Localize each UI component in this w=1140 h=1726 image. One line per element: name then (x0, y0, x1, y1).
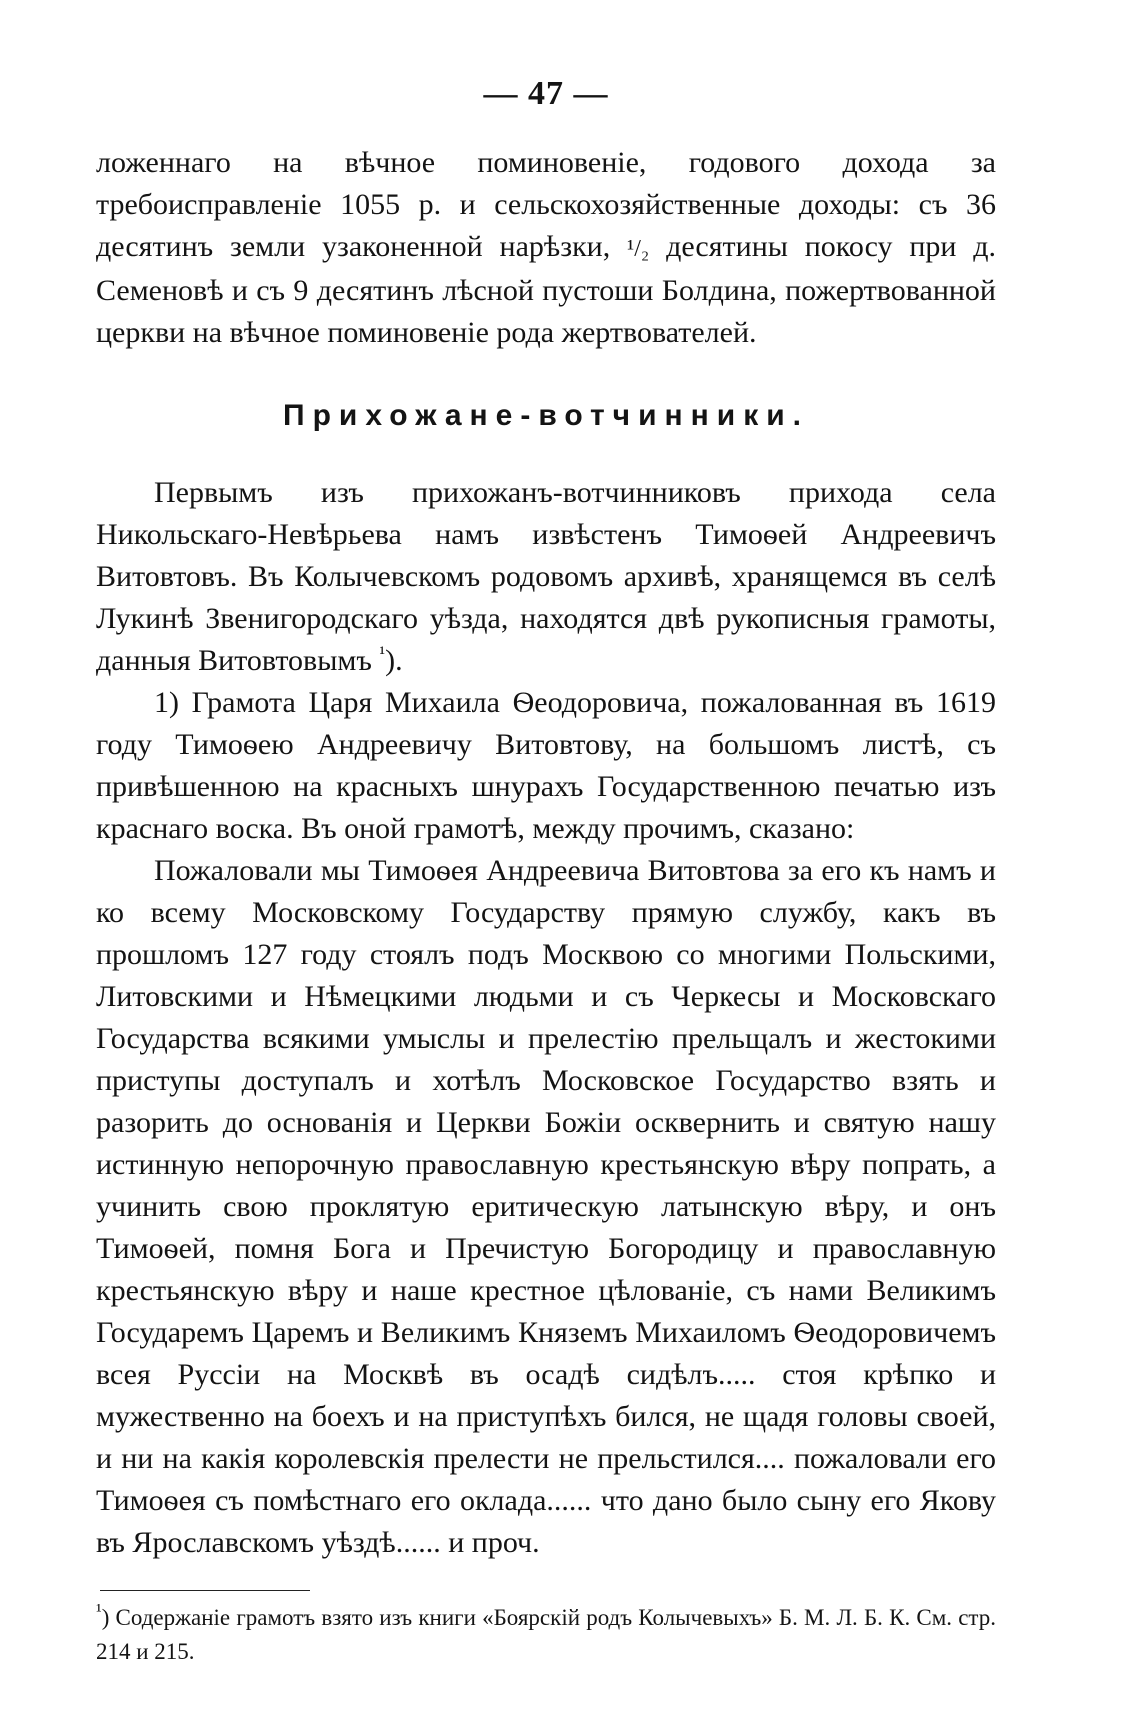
paragraph-income (96, 142, 996, 354)
paragraph-first-owner-text: Первымъ изъ прихожанъ-вотчинниковъ прихода села Никольскаго-Невѣрьева намъ извѣстенъ Тимоѳей Андреевичъ Витовтовъ. Въ Колычевскомъ родовомъ архивѣ, хранящемся въ селѣ Лукинѣ Звенигородскаго уѣзда, находятся двѣ рукописныя грамоты, данныя Витовтовымъ (96, 476, 996, 677)
paragraph-income-text-rest: десятины покосу при д. Семеновѣ и съ 9 десятинъ лѣсной пустоши Болдина, пожертвованной церкви на вѣчное поминовеніе рода жертвователей. (96, 230, 997, 349)
paragraph-income-text: ложеннаго на вѣчное поминовеніе, годового дохода за требоисправленіе 1055 р. и сельскохозяйственные доходы: съ 36 десятинъ земли узаконенной нарѣзки, (96, 146, 996, 263)
paragraph-first-owner-end: ). (385, 644, 403, 677)
fraction-half: ¹/₂ (627, 236, 650, 262)
footnote-reference: ¹ (379, 643, 386, 664)
book-page (96, 60, 996, 1680)
section-title: Прихожане-вотчинники. (283, 399, 809, 432)
footnote (96, 1601, 996, 1669)
paragraph-charter-quote: Пожаловали мы Тимоѳея Андреевича Витовтова за его къ намъ и ко всему Московскому Государству прямую службу, какъ въ прошломъ 127 году стоялъ подъ Москвою со многими Польскими, Литовскими и Нѣмецкими людьми и съ Черкесы и Московскаго Государства всякими умыслы и прелестію прельщалъ и жестокими приступы доступалъ и хотѣлъ Московское Государство взять и разорить до основанія и Церкви Божіи осквернить и святую нашу истинную непорочную православную крестьянскую вѣру попрать, а учинить свою проклятую еритическую латынскую вѣру, и онъ Тимоѳей, помня Бога и Пречистую Богородицу и православную крестьянскую вѣру и наше крестное цѣлованіе, съ нами Великимъ Государемъ Царемъ и Великимъ Княземъ Михаиломъ Ѳеодоровичемъ всея Руссіи на Москвѣ въ осадѣ сидѣлъ..... стоя крѣпко и мужественно на боехъ и на приступѣхъ бился, не щадя головы своей, и ни на какія королевскія прелести не прельстился.... пожаловали его Тимоѳея съ помѣстнаго его оклада...... что дано было сыну его Якову въ Ярославскомъ уѣздѣ...... и проч. (96, 854, 996, 1559)
paragraph-first-owner (96, 472, 996, 682)
paragraph-charter-one: 1) Грамота Царя Михаила Ѳеодоровича, пожалованная въ 1619 году Тимоѳею Андреевичу Витовтову, на большомъ листѣ, съ привѣшенною на красныхъ шнурахъ Государственною печатью изъ краснаго воска. Въ оной грамотѣ, между прочимъ, сказано: (96, 686, 996, 845)
page-number: — 47 — (483, 75, 609, 112)
footnote-text: ) Содержаніе грамотъ взято изъ книги «Боярскій родъ Колычевыхъ» Б. М. Л. Б. К. См. стр. 214 и 215. (96, 1605, 996, 1664)
footnote-divider (100, 1590, 310, 1591)
footnote-marker: ¹ (96, 1600, 102, 1622)
